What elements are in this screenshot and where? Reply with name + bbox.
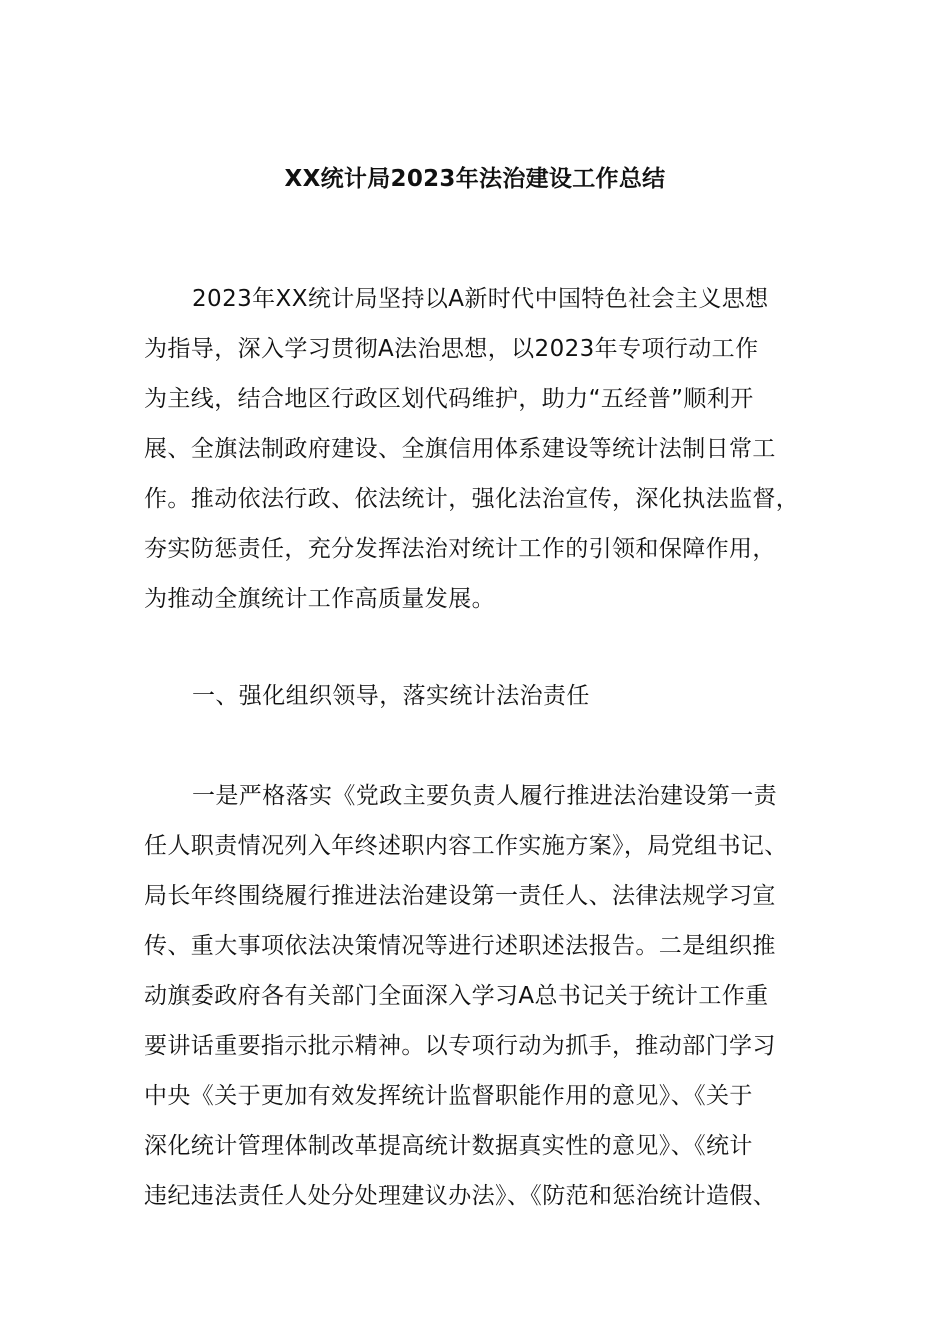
intro-line: 为指导，深入学习贯彻A法治思想，以2023年专项行动工作 [144, 336, 759, 362]
section-line: 动旗委政府各有关部门全面深入学习A总书记关于统计工作重 [144, 983, 769, 1009]
intro-line: 作。推动依法行政、依法统计，强化法治宣传，深化执法监督， [144, 486, 800, 512]
intro-line: 展、全旗法制政府建设、全旗信用体系建设等统计法制日常工 [144, 436, 776, 462]
section-heading: 一、强化组织领导，落实统计法治责任 [192, 683, 590, 709]
section-line: 要讲话重要指示批示精神。以专项行动为抓手，推动部门学习 [144, 1033, 776, 1059]
intro-line: 为推动全旗统计工作高质量发展。 [144, 586, 495, 612]
section-line: 一是严格落实《党政主要负责人履行推进法治建设第一责 [192, 783, 777, 809]
document-title: XX统计局2023年法治建设工作总结 [284, 166, 666, 192]
section-line: 中央《关于更加有效发挥统计监督职能作用的意见》、《关于 [144, 1083, 753, 1109]
section-line: 传、重大事项依法决策情况等进行述职述法报告。二是组织推 [144, 933, 776, 959]
intro-line: 2023年XX统计局坚持以A新时代中国特色社会主义思想 [192, 286, 769, 312]
intro-line: 夯实防惩责任，充分发挥法治对统计工作的引领和保障作用， [144, 536, 776, 562]
section-line: 局长年终围绕履行推进法治建设第一责任人、法律法规学习宣 [144, 883, 776, 909]
intro-line: 为主线，结合地区行政区划代码维护，助力“五经普”顺利开 [144, 386, 754, 412]
section-line: 违纪违法责任人处分处理建议办法》、《防范和惩治统计造假、 [144, 1183, 777, 1209]
section-line: 深化统计管理体制改革提高统计数据真实性的意见》、《统计 [144, 1133, 753, 1159]
section-line: 任人职责情况列入年终述职内容工作实施方案》，局党组书记、 [144, 833, 788, 859]
